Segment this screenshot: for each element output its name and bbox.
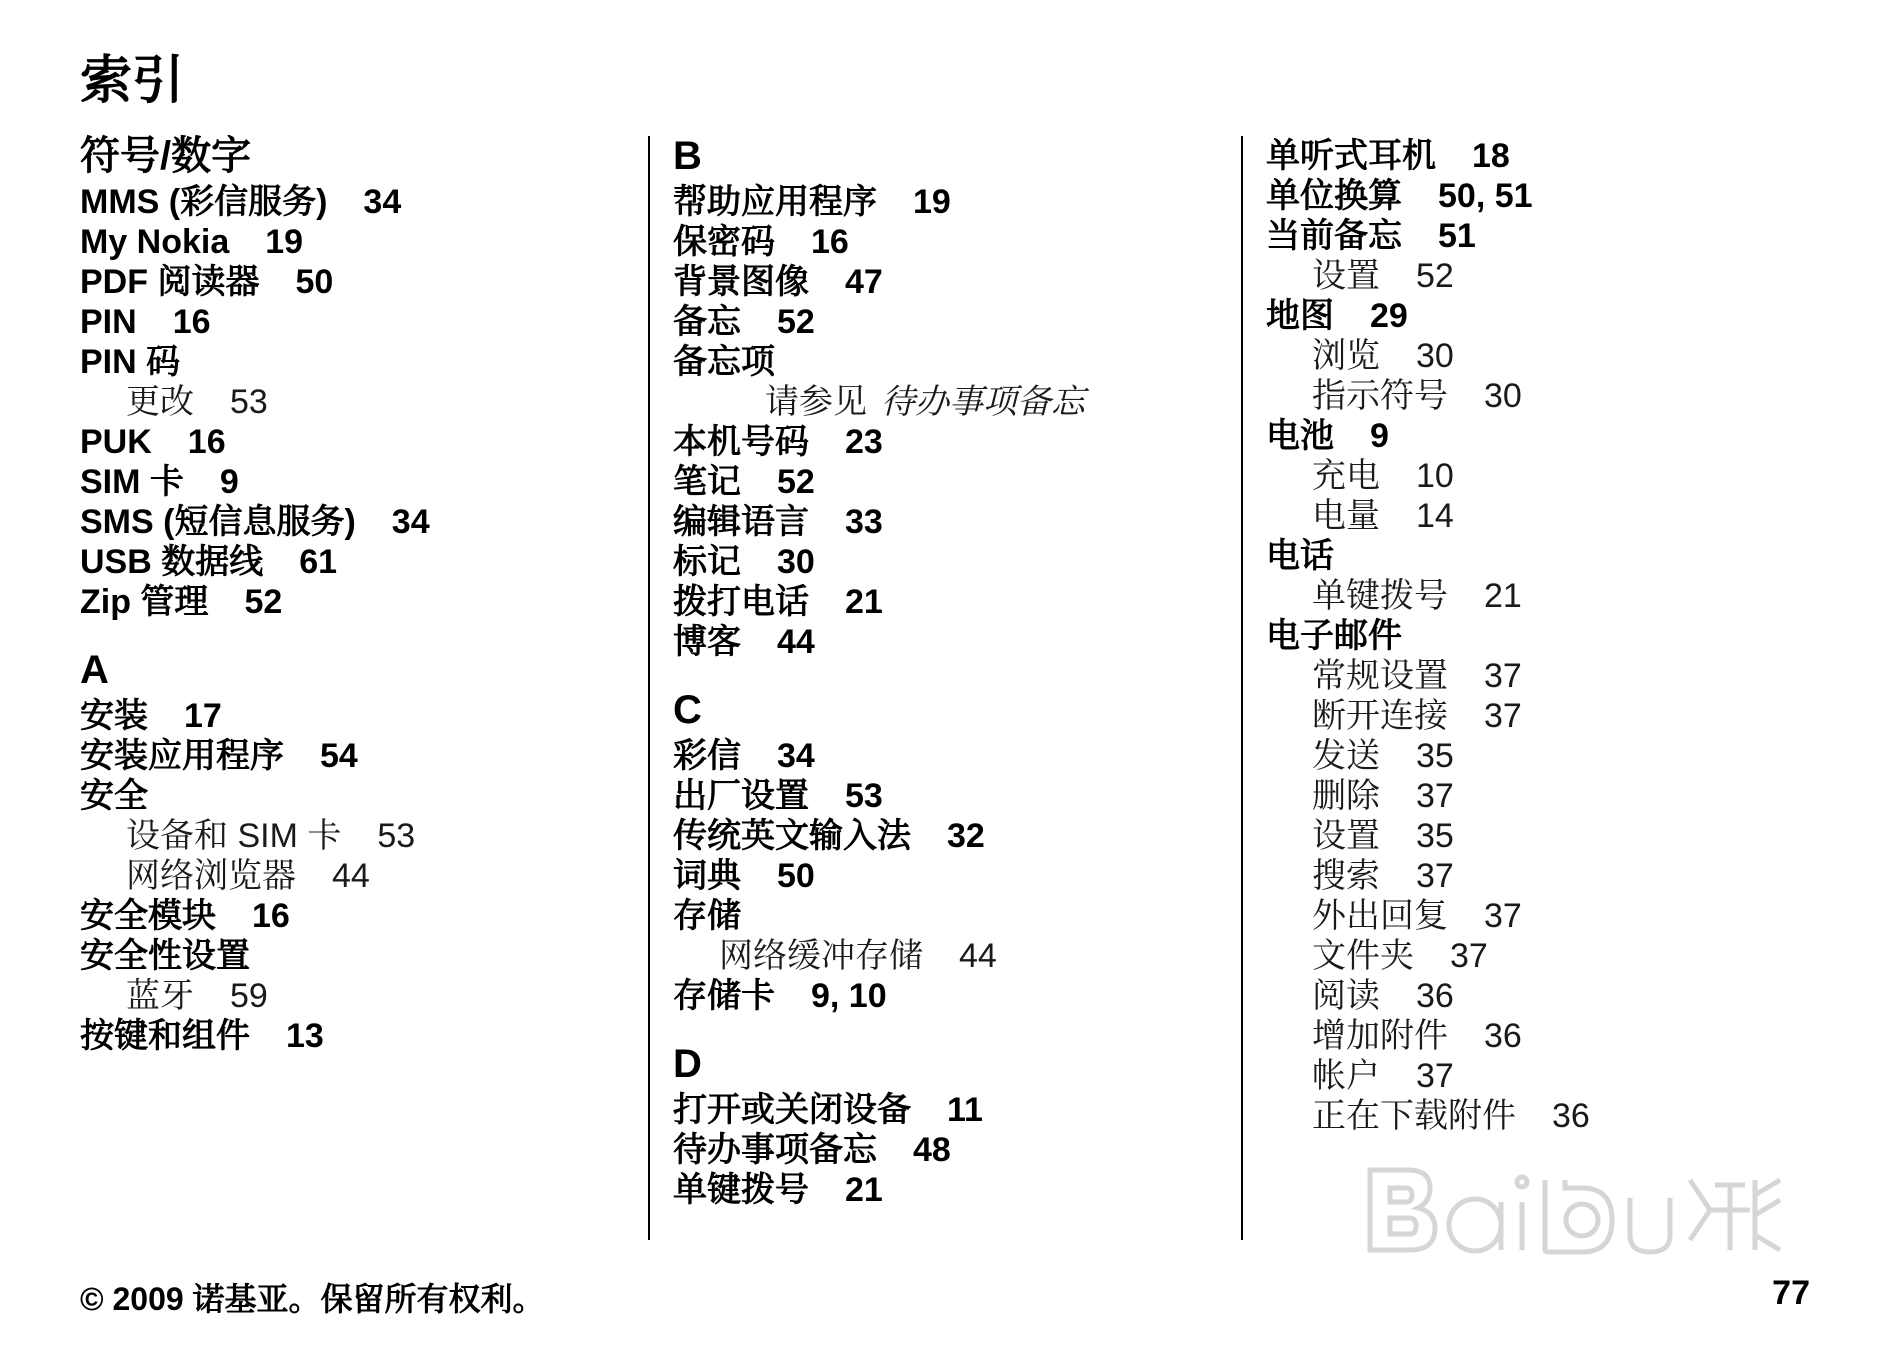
index-see-reference xyxy=(673,382,1233,422)
index-term: 删除 xyxy=(1312,777,1380,815)
index-term: 标记 xyxy=(673,543,741,581)
index-subentry xyxy=(1266,856,1826,896)
index-subentry xyxy=(80,382,640,422)
index-page-ref: 23 xyxy=(845,423,883,461)
index-entry xyxy=(673,222,1233,262)
index-term: 传统英文输入法 xyxy=(673,817,911,855)
section-letter-heading: D xyxy=(673,1042,702,1086)
section-heading: B xyxy=(673,134,702,178)
index-subentry xyxy=(1266,976,1826,1016)
index-page-ref: 34 xyxy=(391,503,430,541)
index-term: 备忘项 xyxy=(673,343,775,381)
index-page-ref: 54 xyxy=(320,737,358,775)
index-subentry xyxy=(1266,256,1826,296)
index-page-ref: 9 xyxy=(1370,417,1389,455)
index-subentry xyxy=(80,856,640,896)
index-entry xyxy=(80,342,640,382)
index-page-ref: 33 xyxy=(845,503,883,541)
index-page-ref: 37 xyxy=(1484,897,1522,935)
index-page-ref: 52 xyxy=(777,463,815,501)
index-term: PDF 阅读器 xyxy=(80,263,260,301)
baidu-jingyan-watermark xyxy=(1350,1140,1790,1330)
index-page-ref: 30 xyxy=(777,543,815,581)
index-page-ref: 32 xyxy=(947,817,985,855)
index-entry xyxy=(1266,416,1826,456)
index-page-ref: 37 xyxy=(1416,1057,1454,1095)
index-page-ref: 44 xyxy=(777,623,815,661)
index-column-3 xyxy=(1266,136,1826,1136)
index-entry xyxy=(80,696,640,736)
index-entry xyxy=(673,182,1233,222)
index-term: 本机号码 xyxy=(673,423,809,461)
index-term: 帐户 xyxy=(1312,1057,1380,1095)
section-heading: 符号/数字 xyxy=(80,134,252,178)
index-entry xyxy=(80,262,640,302)
index-page-ref: 50 xyxy=(295,263,334,301)
index-term: 地图 xyxy=(1266,297,1334,335)
index-page-ref: 16 xyxy=(252,897,290,935)
index-page-ref: 51 xyxy=(1438,217,1476,255)
index-term: 发送 xyxy=(1312,737,1380,775)
index-entry xyxy=(673,582,1233,622)
index-page-ref: 52 xyxy=(777,303,815,341)
index-term: 电话 xyxy=(1266,537,1334,575)
index-subentry xyxy=(1266,456,1826,496)
index-term: 单听式耳机 xyxy=(1266,137,1436,175)
index-entry xyxy=(80,502,640,542)
index-entry xyxy=(1266,616,1826,656)
index-page-ref: 9, 10 xyxy=(811,977,887,1015)
index-subentry xyxy=(1266,656,1826,696)
index-subentry xyxy=(1266,896,1826,936)
index-term: 搜索 xyxy=(1312,857,1380,895)
index-entry xyxy=(80,182,640,222)
index-page-ref: 52 xyxy=(1416,257,1454,295)
index-entry xyxy=(80,1016,640,1056)
index-page-ref: 35 xyxy=(1416,737,1454,775)
index-page-ref: 34 xyxy=(363,183,402,221)
index-page-ref: 16 xyxy=(187,423,226,461)
index-term: 待办事项备忘 xyxy=(673,1131,877,1169)
index-term: 安全 xyxy=(80,777,148,815)
section-letter-heading: C xyxy=(673,688,702,732)
index-term: 保密码 xyxy=(673,223,775,261)
index-entry xyxy=(80,462,640,502)
index-term: 备忘 xyxy=(673,303,741,341)
index-page-ref: 36 xyxy=(1416,977,1454,1015)
index-page-ref: 21 xyxy=(845,583,883,621)
index-entry xyxy=(1266,296,1826,336)
index-entry xyxy=(673,1090,1233,1130)
index-entry xyxy=(1266,216,1826,256)
page-title: 索引 xyxy=(80,51,185,111)
index-page-ref: 53 xyxy=(377,817,416,855)
index-term: 安装 xyxy=(80,697,148,735)
index-page-ref: 16 xyxy=(811,223,849,261)
index-page-ref: 44 xyxy=(332,857,370,895)
index-term: 安全模块 xyxy=(80,897,216,935)
index-term: 安全性设置 xyxy=(80,937,250,975)
index-page-ref: 10 xyxy=(1416,457,1454,495)
index-entry xyxy=(1266,176,1826,216)
index-term: PUK xyxy=(80,423,152,461)
index-entry xyxy=(80,422,640,462)
index-page-ref: 17 xyxy=(184,697,222,735)
index-entry xyxy=(673,856,1233,896)
index-page-ref: 18 xyxy=(1472,137,1510,175)
index-page-ref: 53 xyxy=(230,383,268,421)
index-entry xyxy=(80,542,640,582)
index-term: 单键拨号 xyxy=(673,1171,809,1209)
index-entry xyxy=(673,1170,1233,1210)
index-subentry xyxy=(1266,936,1826,976)
index-term: 电池 xyxy=(1266,417,1334,455)
index-term: 设置 xyxy=(1312,817,1380,855)
index-subentry xyxy=(673,936,1233,976)
index-page-ref: 21 xyxy=(845,1171,883,1209)
index-term: 设备和 SIM 卡 xyxy=(126,817,342,855)
index-subentry xyxy=(80,976,640,1016)
index-entry xyxy=(673,302,1233,342)
index-subentry xyxy=(1266,776,1826,816)
index-subentry xyxy=(1266,736,1826,776)
index-subentry xyxy=(1266,496,1826,536)
index-entry xyxy=(673,342,1233,382)
index-term: SIM 卡 xyxy=(80,463,184,501)
index-term: 单位换算 xyxy=(1266,177,1402,215)
index-term: MMS (彩信服务) xyxy=(80,183,328,221)
index-term: 词典 xyxy=(673,857,741,895)
index-page-ref: 53 xyxy=(845,777,883,815)
index-term: 充电 xyxy=(1312,457,1380,495)
index-entry xyxy=(673,776,1233,816)
index-page-ref: 9 xyxy=(219,463,239,501)
index-term: PIN 码 xyxy=(80,343,181,381)
index-term: USB 数据线 xyxy=(80,543,264,581)
index-subentry xyxy=(1266,1096,1826,1136)
index-page-ref: 52 xyxy=(244,583,283,621)
index-subentry xyxy=(1266,336,1826,376)
index-page-ref: 30 xyxy=(1416,337,1454,375)
index-term: 安装应用程序 xyxy=(80,737,284,775)
index-term: 蓝牙 xyxy=(126,977,194,1015)
index-page-ref: 36 xyxy=(1484,1017,1522,1055)
index-term: 指示符号 xyxy=(1312,377,1448,415)
index-page-ref: 19 xyxy=(913,183,951,221)
column-divider xyxy=(648,136,650,1240)
index-entry xyxy=(80,736,640,776)
index-term: Zip 管理 xyxy=(80,583,209,621)
index-entry xyxy=(80,896,640,936)
index-entry xyxy=(673,896,1233,936)
index-entry xyxy=(673,976,1233,1016)
index-term: 出厂设置 xyxy=(673,777,809,815)
index-term: 彩信 xyxy=(673,737,741,775)
index-page-ref: 37 xyxy=(1484,697,1522,735)
index-page-ref: 50 xyxy=(777,857,815,895)
index-page-ref: 14 xyxy=(1416,497,1454,535)
index-entry xyxy=(1266,536,1826,576)
index-term: 背景图像 xyxy=(673,263,809,301)
index-page-ref: 37 xyxy=(1484,657,1522,695)
index-subentry xyxy=(1266,376,1826,416)
index-page-ref: 30 xyxy=(1484,377,1522,415)
index-column-2 xyxy=(673,136,1233,1210)
index-page-ref: 59 xyxy=(230,977,268,1015)
index-term: 正在下载附件 xyxy=(1312,1097,1516,1135)
index-term: 常规设置 xyxy=(1312,657,1448,695)
index-term: 设置 xyxy=(1312,257,1380,295)
index-term: SMS (短信息服务) xyxy=(80,503,356,541)
index-term: 编辑语言 xyxy=(673,503,809,541)
index-subentry xyxy=(1266,1016,1826,1056)
index-subentry xyxy=(1266,576,1826,616)
index-term: 电子邮件 xyxy=(1266,617,1402,655)
index-entry xyxy=(673,502,1233,542)
index-page-ref: 16 xyxy=(172,303,211,341)
index-page-ref: 37 xyxy=(1450,937,1488,975)
index-term: 文件夹 xyxy=(1312,937,1414,975)
index-term: My Nokia xyxy=(80,223,230,261)
index-page-ref: 36 xyxy=(1552,1097,1590,1135)
index-subentry xyxy=(1266,1056,1826,1096)
index-term: 单键拨号 xyxy=(1312,577,1448,615)
index-subentry xyxy=(80,816,640,856)
footer-copyright: © 2009 诺基亚。保留所有权利。 xyxy=(80,1281,545,1317)
index-page-ref: 34 xyxy=(777,737,815,775)
index-page-ref: 37 xyxy=(1416,857,1454,895)
index-term: 博客 xyxy=(673,623,741,661)
index-page-ref: 29 xyxy=(1370,297,1408,335)
index-term: 拨打电话 xyxy=(673,583,809,621)
section-letter-heading: A xyxy=(80,648,109,692)
index-entry xyxy=(673,422,1233,462)
index-term: 浏览 xyxy=(1312,337,1380,375)
index-term: 存储 xyxy=(673,897,741,935)
index-subentry xyxy=(1266,816,1826,856)
index-term: 电量 xyxy=(1312,497,1380,535)
index-term: 当前备忘 xyxy=(1266,217,1402,255)
index-term: 请参见 xyxy=(765,383,867,421)
index-page-ref: 44 xyxy=(959,937,997,975)
index-page-ref: 35 xyxy=(1416,817,1454,855)
index-term: 外出回复 xyxy=(1312,897,1448,935)
index-entry xyxy=(673,1130,1233,1170)
index-entry xyxy=(80,776,640,816)
index-entry xyxy=(673,262,1233,302)
index-entry xyxy=(1266,136,1826,176)
index-entry xyxy=(80,302,640,342)
column-divider xyxy=(1241,136,1243,1240)
index-page-ref: 48 xyxy=(913,1131,951,1169)
index-entry xyxy=(80,936,640,976)
index-page-ref: 11 xyxy=(947,1091,983,1129)
index-term: 打开或关闭设备 xyxy=(673,1091,911,1129)
index-entry xyxy=(673,736,1233,776)
index-term: 网络缓冲存储 xyxy=(719,937,923,975)
index-term: 笔记 xyxy=(673,463,741,501)
index-page-ref: 61 xyxy=(299,543,338,581)
index-entry xyxy=(673,622,1233,662)
index-term: 网络浏览器 xyxy=(126,857,296,895)
index-term: 更改 xyxy=(126,383,194,421)
index-entry xyxy=(80,222,640,262)
index-term: 阅读 xyxy=(1312,977,1380,1015)
see-reference-target: 待办事项备忘 xyxy=(881,383,1085,421)
index-entry xyxy=(80,582,640,622)
index-subentry xyxy=(1266,696,1826,736)
index-term: 断开连接 xyxy=(1312,697,1448,735)
index-page-ref: 21 xyxy=(1484,577,1522,615)
index-entry xyxy=(673,462,1233,502)
index-term: 按键和组件 xyxy=(80,1017,250,1055)
index-entry xyxy=(673,542,1233,582)
index-page-ref: 19 xyxy=(265,223,304,261)
index-column-1 xyxy=(80,136,640,1056)
index-page-ref: 13 xyxy=(286,1017,324,1055)
index-page-ref: 47 xyxy=(845,263,883,301)
index-entry xyxy=(673,816,1233,856)
page-number: 77 xyxy=(1772,1274,1810,1312)
index-page-ref: 50, 51 xyxy=(1438,177,1533,215)
index-page-ref: 37 xyxy=(1416,777,1454,815)
index-term: 帮助应用程序 xyxy=(673,183,877,221)
index-term: PIN xyxy=(80,303,137,341)
index-term: 存储卡 xyxy=(673,977,775,1015)
index-term: 增加附件 xyxy=(1312,1017,1448,1055)
